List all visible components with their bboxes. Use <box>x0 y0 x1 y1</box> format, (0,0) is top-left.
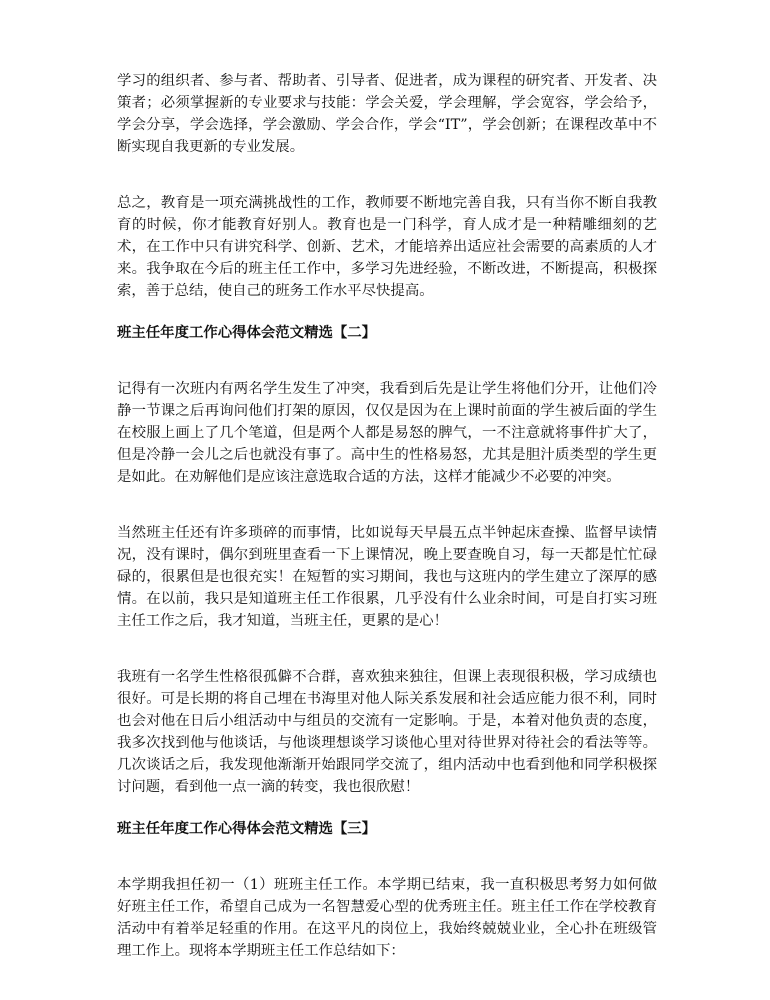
paragraph-6: 本学期我担任初一（1）班班主任工作。本学期已结束，我一直积极思考努力如何做好班主任工作，希望自己成为一名智慧爱心型的优秀班主任。班主任工作在学校教育活动中有着举足轻重的作用。在这平凡的岗位上，我始终兢兢业业，全心扑在班级管理工作上。现将本学期班主任工作总结如下： <box>117 877 657 959</box>
paragraph-1: 学习的组织者、参与者、帮助者、引导者、促进者，成为课程的研究者、开发者、决策者；必须掌握新的专业要求与技能：学会关爱，学会理解，学会宽容，学会给予，学会分享，学会选择，学会激励、学会合作，学会“IT”，学会创新；在课程改革中不断实现自我更新的专业发展。 <box>117 73 657 155</box>
section-heading-2: 班主任年度工作心得体会范文精选【二】 <box>117 325 377 341</box>
paragraph-2: 总之，教育是一项充满挑战性的工作，教师要不断地完善自我，只有当你不断自我教育的时候，你才能教育好别人。教育也是一门科学，育人成才是一种精雕细刻的艺术，在工作中只有讲究科学、创新、艺术，才能培养出适应社会需要的高素质的人才来。我争取在今后的班主任工作中，多学习先进经验，不断改进，不断提高，积极探索，善于总结，使自己的班务工作水平尽快提高。 <box>117 195 657 299</box>
document-body <box>117 70 657 962</box>
section-heading-3: 班主任年度工作心得体会范文精选【三】 <box>117 821 377 837</box>
paragraph-4: 当然班主任还有许多琐碎的而事情，比如说每天早晨五点半钟起床查操、监督早读情况，没有课时，偶尔到班里查看一下上课情况，晚上要查晚自习，每一天都是忙忙碌碌的，很累但是也很充实！在短暂的实习期间，我也与这班内的学生建立了深厚的感情。在以前，我只是知道班主任工作很累，几乎没有什么业余时间，可是自打实习班主任工作之后，我才知道，当班主任，更累的是心！ <box>117 525 657 629</box>
paragraph-5: 我班有一名学生性格很孤僻不合群，喜欢独来独往，但课上表现很积极，学习成绩也很好。可是长期的将自己埋在书海里对他人际关系发展和社会适应能力很不利，同时也会对他在日后小组活动中与组员的交流有一定影响。于是，本着对他负责的态度，我多次找到他与他谈话，与他谈理想谈学习谈他心里对待世界对待社会的看法等等。几次谈话之后，我发现他渐渐开始跟同学交流了，组内活动中也看到他和同学积极探讨问题，看到他一点一滴的转变，我也很欣慰！ <box>117 669 657 795</box>
paragraph-3: 记得有一次班内有两名学生发生了冲突，我看到后先是让学生将他们分开，让他们冷静一节课之后再询问他们打架的原因，仅仅是因为在上课时前面的学生被后面的学生在校服上画上了几个笔道，但是两个人都是易怒的脾气，一不注意就将事件扩大了，但是冷静一会儿之后也就没有事了。高中生的性格易怒，尤其是胆汁质类型的学生更是如此。在劝解他们是应该注意选取合适的方法，这样才能减少不必要的冲突。 <box>117 381 657 485</box>
